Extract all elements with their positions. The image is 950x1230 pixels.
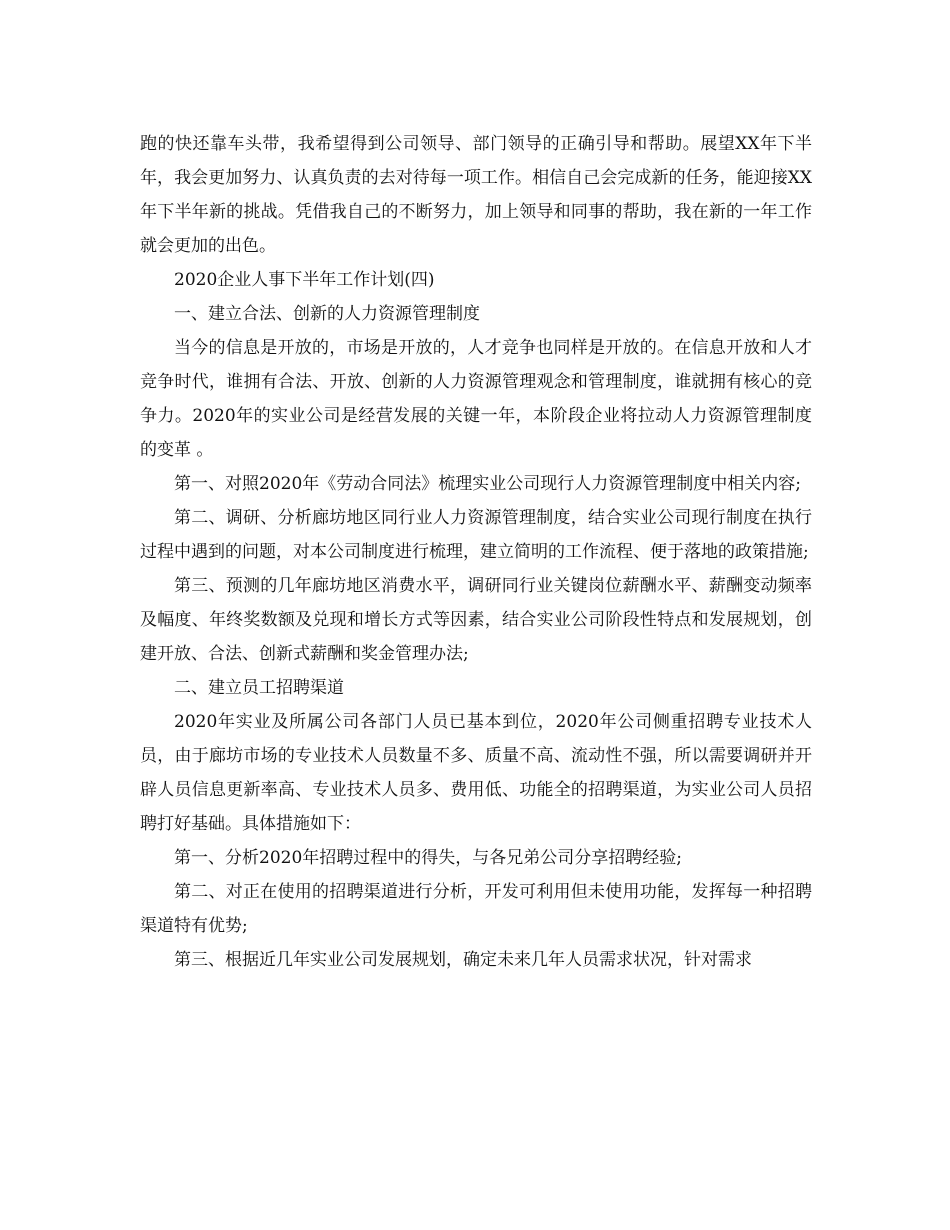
section-title: 2020企业人事下半年工作计划(四) bbox=[174, 270, 435, 290]
paragraph-2: 当今的信息是开放的，市场是开放的，人才竞争也同样是开放的。在信息开放和人才竞争时代，谁拥有合法、开放、创新的人力资源管理观念和管理制度，谁就拥有核心的竞争力。2020年的实业公司是经营发展的关键一年，本阶段企业将拉动人力资源管理制度的变革 。 bbox=[140, 338, 812, 460]
list-item-2: 第二、调研、分析廊坊地区同行业人力资源管理制度，结合实业公司现行制度在执行过程中遇到的问题，对本公司制度进行梳理，建立简明的工作流程、便于落地的政策措施; bbox=[140, 508, 812, 562]
list-item-5: 第二、对正在使用的招聘渠道进行分析，开发可利用但未使用功能，发挥每一种招聘渠道特有优势; bbox=[140, 882, 812, 936]
paragraph-3: 2020年实业及所属公司各部门人员已基本到位，2020年公司侧重招聘专业技术人员，由于廊坊市场的专业技术人员数量不多、质量不高、流动性不强，所以需要调研并开辟人员信息更新率高、专业技术人员多、费用低、功能全的招聘渠道，为实业公司人员招聘打好基础。具体措施如下： bbox=[140, 712, 812, 834]
list-item-1: 第一、对照2020年《劳动合同法》梳理实业公司现行人力资源管理制度中相关内容; bbox=[174, 474, 801, 494]
list-item-6: 第三、根据近几年实业公司发展规划，确定未来几年人员需求状况，针对需求 bbox=[174, 950, 752, 970]
list-item-3: 第三、预测的几年廊坊地区消费水平，调研同行业关键岗位薪酬水平、薪酬变动频率及幅度、年终奖数额及兑现和增长方式等因素，结合实业公司阶段性特点和发展规划，创建开放、合法、创新式薪酬和奖金管理办法; bbox=[140, 576, 812, 664]
heading-2: 二、建立员工招聘渠道 bbox=[174, 678, 344, 698]
paragraph-1: 跑的快还靠车头带，我希望得到公司领导、部门领导的正确引导和帮助。展望XX年下半年，我会更加努力、认真负责的去对待每一项工作。相信自己会完成新的任务，能迎接XX年下半年新的挑战。凭借我自己的不断努力，加上领导和同事的帮助，我在新的一年工作就会更加的出色。 bbox=[140, 134, 812, 256]
document-body bbox=[140, 127, 812, 977]
heading-1: 一、建立合法、创新的人力资源管理制度 bbox=[174, 304, 480, 324]
list-item-4: 第一、分析2020年招聘过程中的得失，与各兄弟公司分享招聘经验; bbox=[174, 848, 682, 868]
